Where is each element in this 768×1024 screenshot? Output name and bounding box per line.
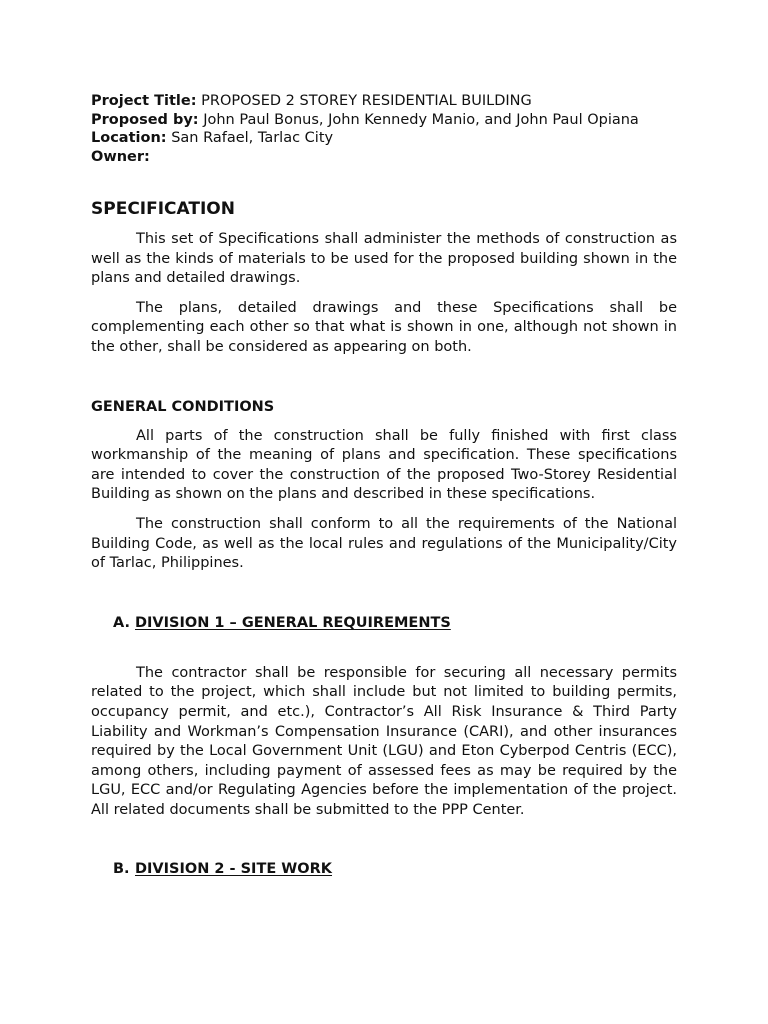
owner-line: [91, 148, 677, 167]
general-conditions-paragraph-1: All parts of the construction shall be fully finished with first class workmanship of the meaning of plans and specification. These specifications are intended to cover the construction of the proposed Two-Storey Residential Building as shown on the plans and described in these specifications.: [91, 427, 677, 503]
document-body: [91, 92, 677, 879]
specification-paragraph-2: The plans, detailed drawings and these Specifications shall be complementing each other so that what is shown in one, although not shown in the other, shall be considered as appearing on both.: [91, 299, 677, 355]
project-title-value: PROPOSED 2 STOREY RESIDENTIAL BUILDING: [201, 93, 532, 109]
location-label: Location:: [91, 130, 167, 146]
division-1-heading: [91, 614, 677, 633]
division-1-paragraph: The contractor shall be responsible for securing all necessary permits related to the project, which shall include but not limited to building permits, occupancy permit, and etc.), Contractor’s All Risk Insurance & Third Party Liability and Workman’s Compensation Insurance (CARI), and other insurances required by the Local Government Unit (LGU) and Eton Cyberpod Centris (ECC), among others, including payment of assessed fees as may be required by the LGU, ECC and/or Regulating Agencies before the implementation of the project. All related documents shall be submitted to the PPP Center.: [91, 664, 677, 818]
division-2-heading: [91, 860, 677, 879]
general-conditions-heading: GENERAL CONDITIONS: [91, 398, 275, 415]
division-1-letter: A.: [113, 614, 130, 631]
owner-label: Owner:: [91, 148, 150, 165]
location-value: San Rafael, Tarlac City: [171, 130, 334, 146]
division-2-letter: B.: [113, 861, 130, 878]
general-conditions-paragraph-2: The construction shall conform to all the requirements of the National Building Code, as well as the local rules and regulations of the Municipality/City of Tarlac, Philippines.: [91, 515, 677, 572]
division-1-title: DIVISION 1 – GENERAL REQUIREMENTS: [135, 614, 451, 631]
project-header: [91, 92, 677, 166]
division-2-title: DIVISION 2 - SITE WORK: [135, 861, 333, 878]
proposed-by-label: Proposed by:: [91, 111, 199, 128]
location-line: [91, 129, 677, 148]
project-title-line: [91, 92, 677, 111]
specification-heading: SPECIFICATION: [91, 199, 235, 219]
proposed-by-line: [91, 111, 677, 130]
project-title-label: Project Title:: [91, 93, 197, 109]
specification-paragraph-1: This set of Specifications shall administer the methods of construction as well as the kinds of materials to be used for the proposed building shown in the plans and detailed drawings.: [91, 231, 677, 287]
proposed-by-value: John Paul Bonus, John Kennedy Manio, and John Paul Opiana: [203, 111, 639, 128]
